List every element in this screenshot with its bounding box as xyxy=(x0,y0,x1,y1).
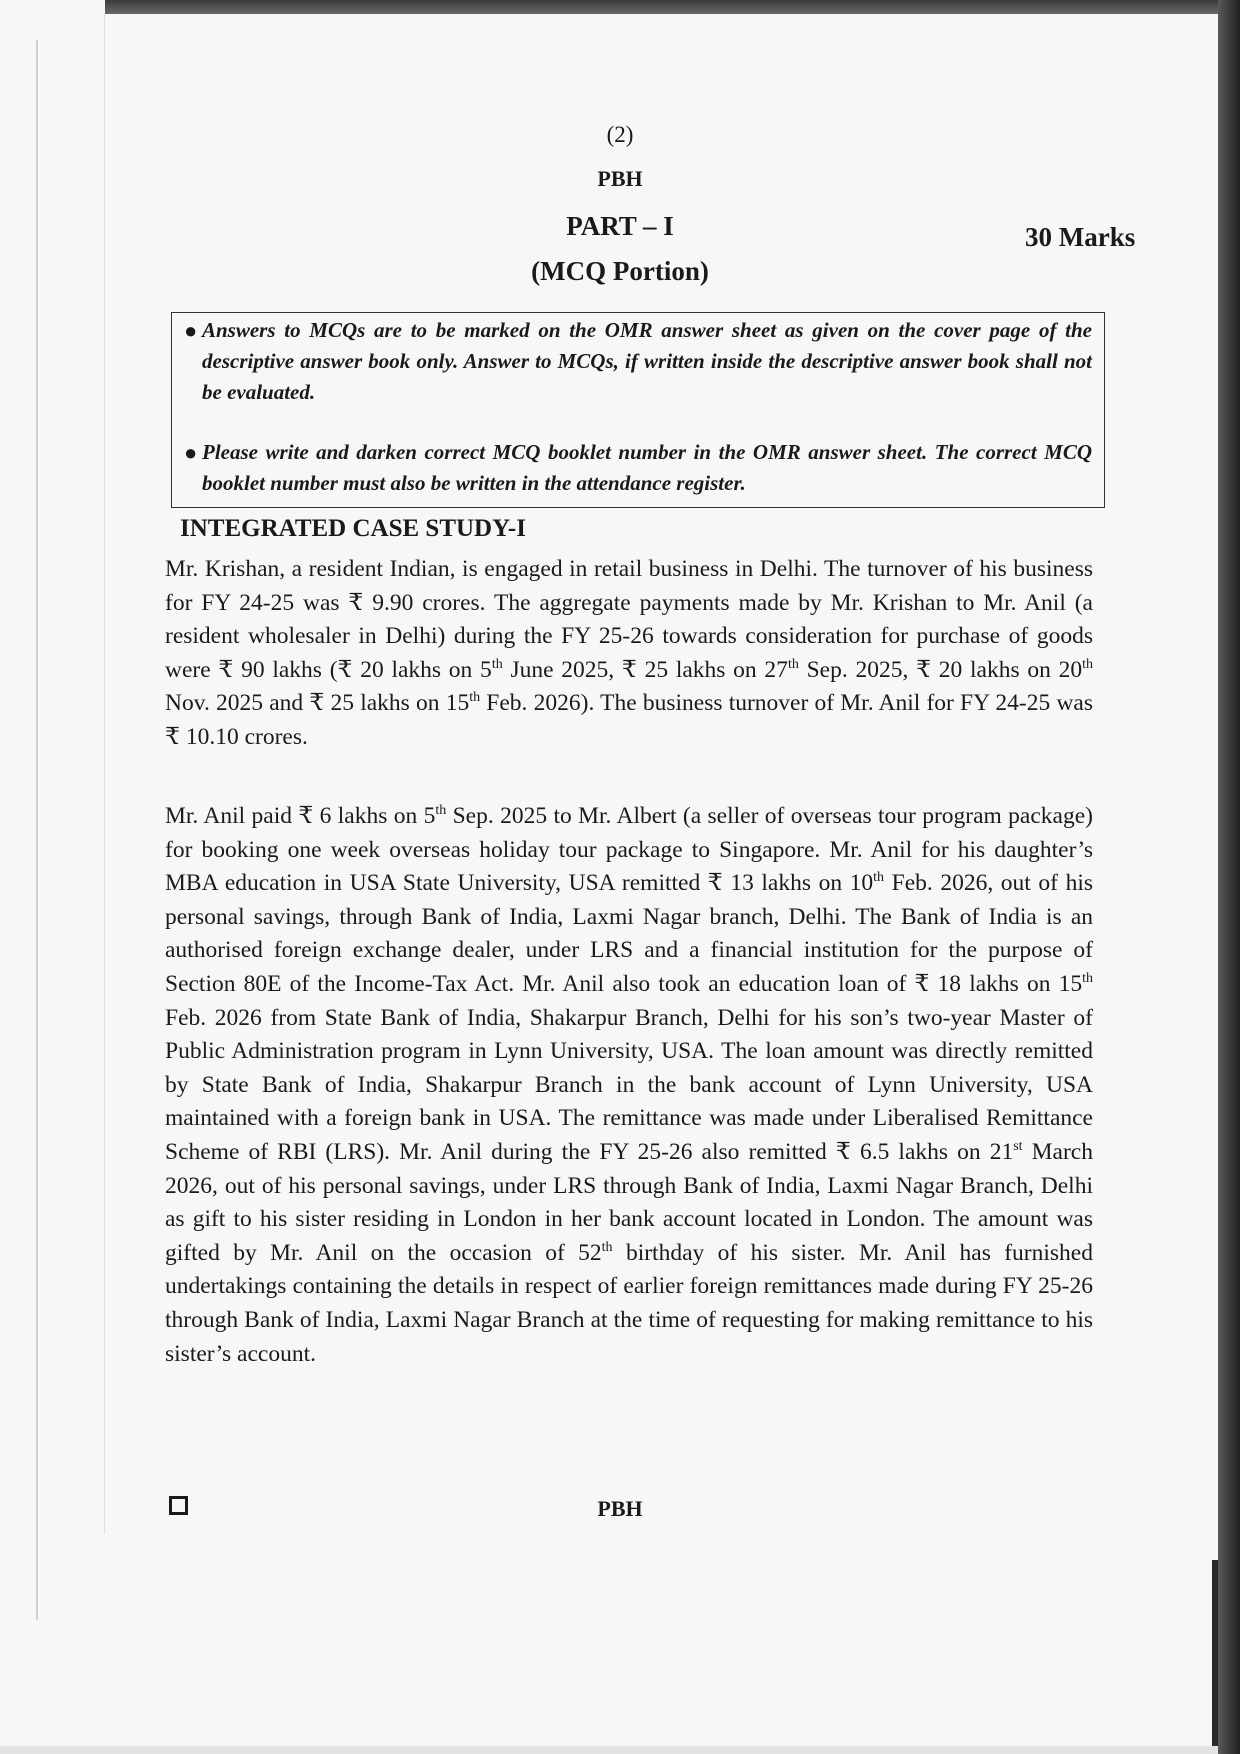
page-number: (2) xyxy=(606,122,634,147)
instruction-item xyxy=(184,315,1092,408)
instruction-item xyxy=(184,437,1092,499)
scan-top-shadow xyxy=(105,0,1240,14)
scan-bottom-edge xyxy=(0,1746,1218,1754)
ordinal-suffix: th xyxy=(787,656,799,672)
part-title: PART – I xyxy=(566,211,674,241)
ordinal-suffix: th xyxy=(491,656,503,672)
bullet-icon: ● xyxy=(184,440,198,465)
text-run: Nov. 2025 and ₹ 25 lakhs on 15 xyxy=(165,690,470,717)
instructions-box xyxy=(171,312,1105,508)
ordinal-suffix: th xyxy=(469,690,481,706)
instruction-text: Please write and darken correct MCQ booklet number in the OMR answer sheet. The correct MCQ booklet number must also be written in the attendance register. xyxy=(202,440,1092,495)
text-run: Sep. 2025 to Mr. Albert (a seller of overseas tour program package) for booking one week overseas holiday tour package to Singapore. Mr. Anil for his daughter’s MBA education in USA State University, USA remitted ₹ 13 lakhs on 10 xyxy=(165,803,1093,897)
text-run: birthday of his sister. Mr. Anil has furnished undertakings containing the details in respect of earlier foreign remittances made during FY 25-26 through Bank of India, Laxmi Nagar Branch at the time of requesting for making remittance to his sister’s account. xyxy=(165,1239,1093,1367)
ordinal-suffix: th xyxy=(1082,656,1093,672)
ordinal-suffix: th xyxy=(1082,971,1093,987)
instruction-text: Answers to MCQs are to be marked on the OMR answer sheet as given on the cover page of the descriptive answer book only. Answer to MCQs, if written inside the descriptive answer book shall not be evaluated. xyxy=(202,318,1092,404)
text-run: Feb. 2026). The business turnover of Mr. Anil for FY 24-25 was ₹ 10.10 crores. xyxy=(165,690,1093,750)
part-subtitle: (MCQ Portion) xyxy=(531,256,709,286)
ordinal-suffix: th xyxy=(601,1239,613,1255)
paper-code-top: PBH xyxy=(597,166,643,191)
text-run: Mr. Anil paid ₹ 6 lakhs on 5 xyxy=(165,803,436,829)
bullet-icon: ● xyxy=(184,318,198,343)
scan-right-shadow-inner xyxy=(1212,1560,1218,1754)
marks-label: 30 Marks xyxy=(1025,222,1136,252)
case-study-heading: INTEGRATED CASE STUDY-I xyxy=(180,515,526,542)
text-run: Mr. Krishan, a resident Indian, is engaged in retail business in Delhi. The turnover of his business for FY 24-25 was ₹ 9.90 crores. The aggregate payments made by Mr. Krishan to Mr. Anil (a resident wholesaler in Delhi) during the FY 25-26 towards consideration for purchase of goods were ₹ 90 lakhs (₹ 20 lakhs on 5 xyxy=(165,556,1093,683)
paper-code-bottom: PBH xyxy=(597,1496,643,1521)
text-run: June 2025, ₹ 25 lakhs on 27 xyxy=(502,656,788,683)
text-run: Sep. 2025, ₹ 20 lakhs on 20 xyxy=(798,656,1083,683)
ordinal-suffix: st xyxy=(1013,1139,1023,1155)
text-run: Feb. 2026, out of his personal savings, through Bank of India, Laxmi Nagar branch, Delhi. The Bank of India is an authorised foreign exchange dealer, under LRS and a financial institution for the purpose of Section 80E of the Income-Tax Act. Mr. Anil also took an education loan of ₹ 18 lakhs on 15 xyxy=(165,870,1093,997)
case-study-paragraph-2 xyxy=(165,800,1093,1371)
ordinal-suffix: th xyxy=(873,870,885,886)
case-study-paragraph-1 xyxy=(165,553,1093,755)
scan-left-fold-line xyxy=(104,14,105,1534)
ordinal-suffix: th xyxy=(435,803,447,819)
text-run: Feb. 2026 from State Bank of India, Shakarpur Branch, Delhi for his son’s two-year Master of Public Administration program in Lynn University, USA. The loan amount was directly remitted by State Bank of India, Shakarpur Branch in the bank account of Lynn University, USA maintained with a foreign bank in USA. The remittance was made under Liberalised Remittance Scheme of RBI (LRS). Mr. Anil during the FY 25-26 also remitted ₹ 6.5 lakhs on 21 xyxy=(165,1004,1093,1165)
text-run: March 2026, out of his personal savings, under LRS through Bank of India, Laxmi Nagar Branch, Delhi as gift to his sister residing in London in her bank account located in London. The amount was gifted by Mr. Anil on the occasion of 52 xyxy=(165,1138,1093,1266)
